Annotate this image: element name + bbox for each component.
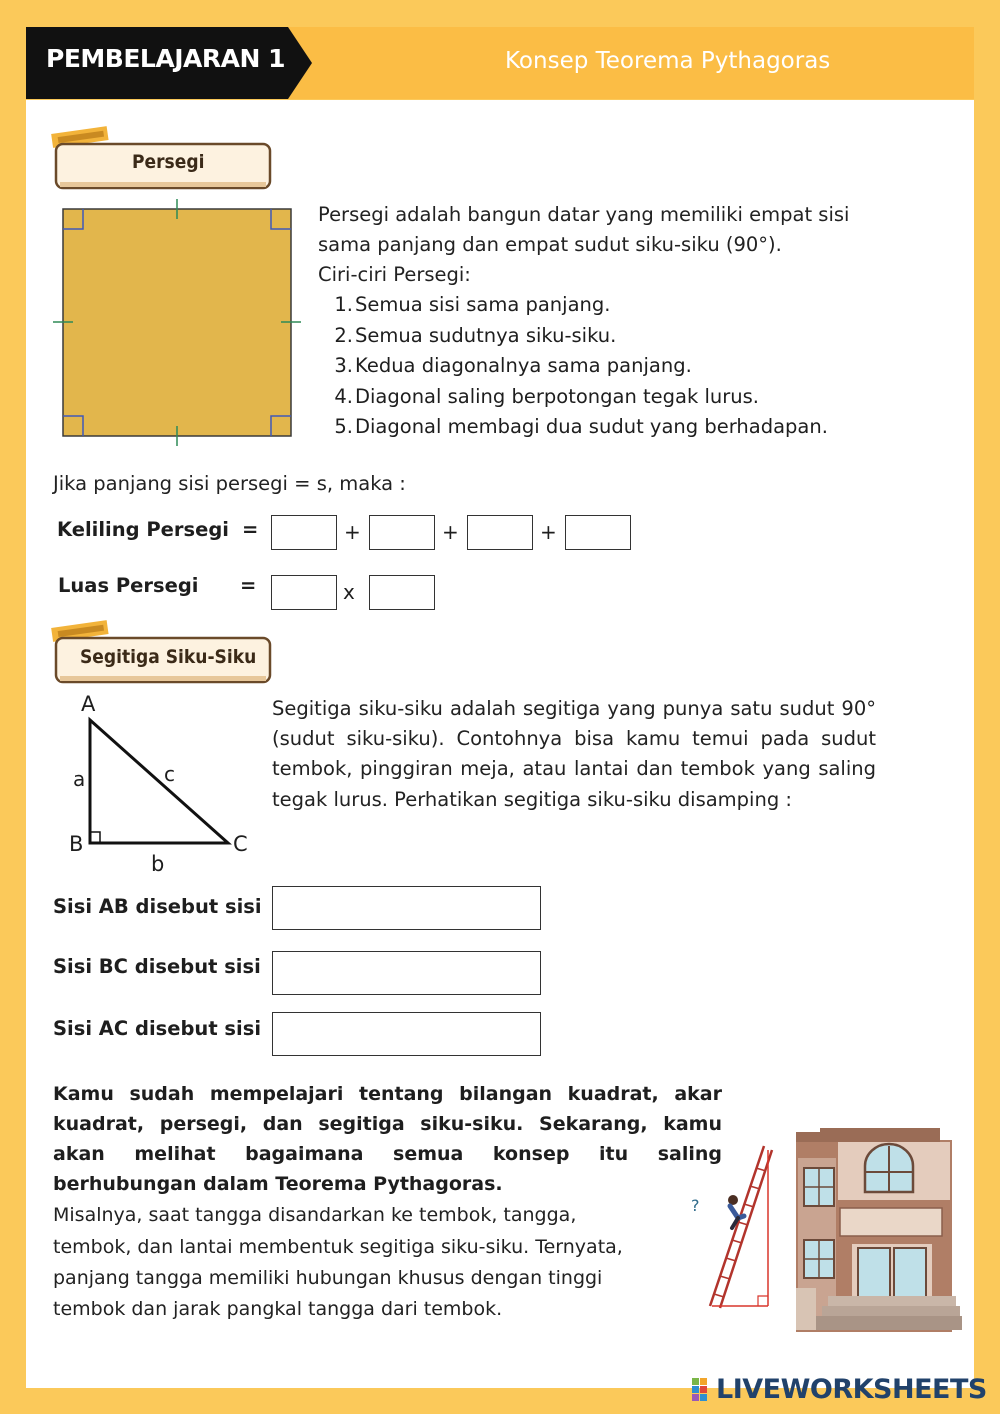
answer-bc-input[interactable] <box>272 951 541 995</box>
plus-sign: + <box>540 520 557 544</box>
plus-sign: + <box>344 520 361 544</box>
question-ac-label: Sisi AC disebut sisi <box>53 1017 262 1040</box>
luas-label: Luas Persegi <box>58 574 199 597</box>
keliling-label: Keliling Persegi <box>57 518 229 541</box>
closing-normal-line: Misalnya, saat tangga disandarkan ke tembok, tangga, <box>53 1204 577 1226</box>
list-item <box>333 382 828 413</box>
side-a-label: a <box>73 767 86 791</box>
luas-input-1[interactable] <box>271 575 337 610</box>
segitiga-description: Segitiga siku-siku adalah segitiga yang punya satu sudut 90° (sudut siku-siku). Contohnya bisa kamu temui pada sudut tembok, pinggiran meja, atau lantai dan tembok yang saling tegak lurus. Perhatikan segitiga siku-siku disamping : <box>272 697 876 811</box>
closing-normal-line: tembok dan jarak pangkal tangga dari tembok. <box>53 1298 503 1320</box>
vertex-b-label: B <box>69 832 84 856</box>
keliling-input-2[interactable] <box>369 515 435 550</box>
building-ladder-illustration <box>700 1120 962 1335</box>
plus-sign: + <box>442 520 459 544</box>
side-c-label: c <box>164 762 175 786</box>
vertex-c-label: C <box>233 832 248 856</box>
closing-bold-line: Kamu sudah mempelajari tentang bilangan kuadrat, akar <box>53 1083 722 1105</box>
question-ab-label: Sisi AB disebut sisi <box>53 895 262 918</box>
closing-normal-line: tembok, dan lantai membentuk segitiga siku-siku. Ternyata, <box>53 1236 623 1258</box>
list-text: Semua sudutnya siku-siku. <box>355 323 617 347</box>
times-sign: x <box>343 580 355 604</box>
list-text: Kedua diagonalnya sama panjang. <box>355 354 692 377</box>
list-text: Diagonal saling berpotongan tegak lurus. <box>355 384 759 408</box>
persegi-tag-label: Persegi <box>132 151 205 173</box>
keliling-equals: = <box>242 518 259 541</box>
question-mark: ? <box>691 1196 700 1215</box>
list-number: 3. <box>334 354 353 377</box>
persegi-ciri-list <box>333 290 828 443</box>
list-text: Diagonal membagi dua sudut yang berhadapan. <box>355 415 828 438</box>
list-number: 4. <box>334 384 353 408</box>
list-item <box>333 412 828 443</box>
square-figure <box>50 196 306 446</box>
closing-normal-line: panjang tangga memiliki hubungan khusus dengan tinggi <box>53 1267 603 1289</box>
persegi-definition-line2: sama panjang dan empat sudut siku-siku (90°). <box>318 233 782 256</box>
closing-bold-line: akan melihat bagaimana semua konsep itu saling <box>53 1143 722 1165</box>
closing-bold-line: berhubungan dalam Teorema Pythagoras. <box>53 1173 503 1195</box>
liveworksheets-logo-icon <box>692 1378 716 1402</box>
luas-equals: = <box>240 574 257 597</box>
header-topic: Konsep Teorema Pythagoras <box>505 48 831 74</box>
persegi-ciri-heading: Ciri-ciri Persegi: <box>318 263 471 286</box>
list-item <box>333 321 828 352</box>
keliling-input-4[interactable] <box>565 515 631 550</box>
list-number: 5. <box>334 415 353 438</box>
list-number: 2. <box>334 323 353 347</box>
question-bc-label: Sisi BC disebut sisi <box>53 955 261 978</box>
side-b-label: b <box>151 852 165 876</box>
list-number: 1. <box>334 293 353 316</box>
keliling-input-1[interactable] <box>271 515 337 550</box>
list-item <box>333 290 828 321</box>
answer-ab-input[interactable] <box>272 886 541 930</box>
answer-ac-input[interactable] <box>272 1012 541 1056</box>
list-item <box>333 351 828 382</box>
keliling-input-3[interactable] <box>467 515 533 550</box>
closing-bold-line: kuadrat, persegi, dan segitiga siku-siku. Sekarang, kamu <box>53 1113 722 1135</box>
persegi-side-intro: Jika panjang sisi persegi = s, maka : <box>53 472 406 495</box>
segitiga-tag-label: Segitiga Siku-Siku <box>80 646 257 668</box>
header-section-label: PEMBELAJARAN 1 <box>46 44 285 73</box>
liveworksheets-logo-text: LIVEWORKSHEETS <box>716 1374 987 1405</box>
vertex-a-label: A <box>81 692 96 716</box>
list-text: Semua sisi sama panjang. <box>355 293 611 316</box>
persegi-definition-line1: Persegi adalah bangun datar yang memiliki empat sisi <box>318 203 850 226</box>
luas-input-2[interactable] <box>369 575 435 610</box>
